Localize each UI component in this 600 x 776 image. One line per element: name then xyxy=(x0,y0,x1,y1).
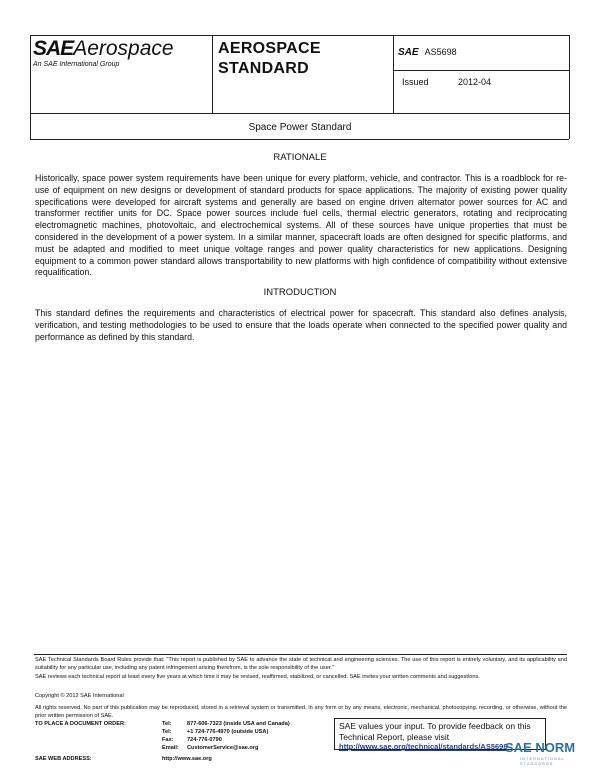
watermark-subtitle: INTERNATIONAL STANDARDS xyxy=(520,756,565,766)
doc-logo: SAE xyxy=(398,47,419,58)
rationale-text: Historically, space power system requirements have been unique for every platform, vehicle, and contractor. This is a roadblock for re-use of equipment on new designs or development of standard products for space applications. The majority of existing power quality specifications were developed for aircraft systems and generally are based on engine driven alternator power sources for AC and transformer rectifier units for DC. Space power sources include fuel cells, thermal electric generators, rotating and reciprocating electromagnetic machines, photovoltaic, and electrochemical systems. All of these sources have unique properties that must be considered in the development of a power system. In a similar manner, spacecraft loads are often designed for specific platforms, and must be adapted and modified to meet unique voltage ranges and power quality characteristics for new applications. Designing equipment to a common power standard allows transportability to new platforms with high confidence of compatibility without extensive requalification. xyxy=(35,173,567,278)
review-notice: SAE reviews each technical report at least every five years at which time it may be revised, reaffirmed, stabilized, or cancelled. SAE invites your written comments and suggestions. xyxy=(35,674,480,680)
logo-brand: SAE xyxy=(33,37,74,60)
feedback-text: SAE values your input. To provide feedback on this Technical Report, please visit xyxy=(339,721,531,742)
contact-label: Email: xyxy=(162,745,179,751)
tsb-notice: SAE Technical Standards Board Rules provide that: "This report is published by SAE to advance the state of technical and engineering sciences. The use of this report is entirely voluntary, and its applicability and suitability for any particular use, including any patent infringement arising therefrom, is the sole responsibility of the user." xyxy=(35,657,567,671)
issued-date: 2012-04 xyxy=(458,77,492,87)
header-divider-2 xyxy=(393,35,394,113)
contact-fax: 724-776-0790 xyxy=(187,737,222,743)
contact-email-link[interactable]: CustomerService@sae.org xyxy=(187,745,259,751)
introduction-text: This standard defines the requirements and characteristics of electrical power for spacecraft. This standard also defines analysis, verification, and testing methodologies to be used to ensure that the loads operate when connected to the specified power quality and performance as defined by this standard. xyxy=(35,308,567,342)
logo-word: Aerospace xyxy=(73,37,174,60)
issued-label: Issued xyxy=(402,77,429,87)
standard-type-line-2: STANDARD xyxy=(218,60,309,77)
contact-label: Fax: xyxy=(162,737,174,743)
copyright: Copyright © 2012 SAE International xyxy=(35,693,124,699)
web-address-link[interactable]: http://www.sae.org xyxy=(162,756,212,762)
document-number xyxy=(398,47,457,58)
contact-label: Tel: xyxy=(162,729,172,735)
web-label: SAE WEB ADDRESS: xyxy=(35,756,92,762)
logo-subtitle: An SAE International Group xyxy=(33,61,120,68)
header-divider-issued xyxy=(393,70,569,71)
introduction-heading: INTRODUCTION xyxy=(263,287,337,298)
contact-label: Tel: xyxy=(162,721,172,727)
order-label: TO PLACE A DOCUMENT ORDER: xyxy=(35,721,126,727)
rights-notice: All rights reserved. No part of this publication may be reproduced, stored in a retrieval system or transmitted, in any form or by any means, electronic, mechanical, photocopying, recording, or otherwise, without the prior written permission of SAE. xyxy=(35,705,567,719)
header-border-mid xyxy=(30,113,569,114)
document-title: Space Power Standard xyxy=(248,122,352,133)
contact-phone-usa[interactable]: 877-606-7323 (inside USA and Canada) xyxy=(187,721,290,727)
standard-type xyxy=(218,39,321,79)
feedback-link[interactable]: http://www.sae.org/technical/standards/AS5698 xyxy=(339,742,508,751)
footer-rule xyxy=(34,654,567,655)
header-divider-1 xyxy=(212,35,213,113)
watermark: SAE NORM xyxy=(505,740,576,755)
rationale-heading: RATIONALE xyxy=(273,152,327,163)
header-border-top xyxy=(30,35,569,36)
doc-number-value: AS5698 xyxy=(424,47,457,57)
contact-phone-intl[interactable]: +1 724-776-4970 (outside USA) xyxy=(187,729,269,735)
sae-aerospace-logo xyxy=(33,38,203,68)
header-border-bottom xyxy=(30,139,569,140)
standard-type-line-1: AEROSPACE xyxy=(218,40,321,57)
